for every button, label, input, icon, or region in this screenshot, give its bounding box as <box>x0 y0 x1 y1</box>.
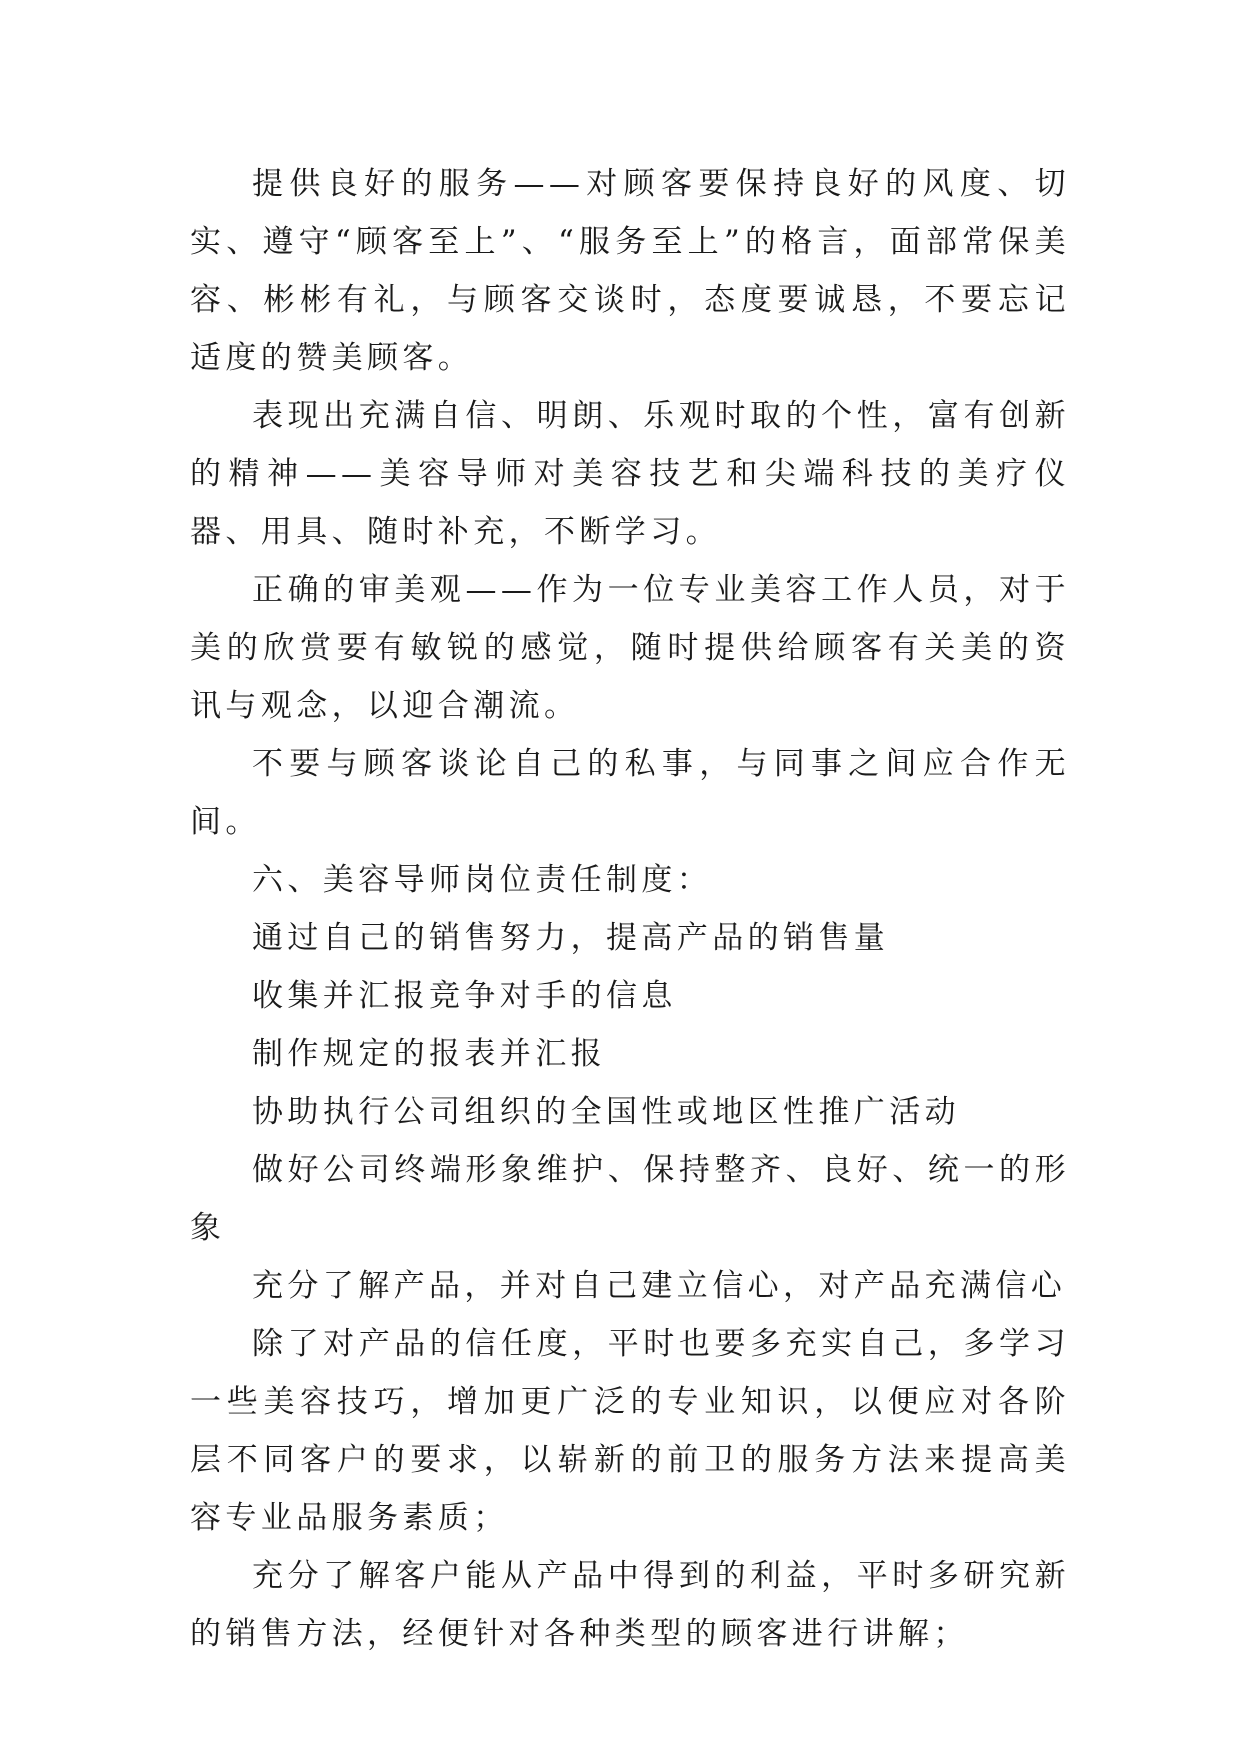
paragraph-aesthetics: 正确的审美观——作为一位专业美容工作人员，对于美的欣赏要有敏锐的感觉，随时提供给顾客有关美的资讯与观念，以迎合潮流。 <box>190 572 1070 724</box>
document-body <box>190 155 1070 1663</box>
paragraph-service: 提供良好的服务——对顾客要保持良好的风度、切实、遵守“顾客至上”、“服务至上”的格言，面部常保美容、彬彬有礼，与顾客交谈时，态度要诚恳，不要忘记适度的赞美顾客。 <box>190 166 1070 376</box>
paragraph-customer-benefit: 充分了解客户能从产品中得到的利益，平时多研究新的销售方法，经便针对各种类型的顾客进行讲解； <box>190 1558 1070 1652</box>
duty-item: 制作规定的报表并汇报 <box>252 1036 606 1072</box>
duty-item: 充分了解产品，并对自己建立信心，对产品充满信心 <box>252 1268 1067 1304</box>
paragraph-privacy: 不要与顾客谈论自己的私事，与同事之间应合作无间。 <box>190 746 1070 840</box>
duty-item: 通过自己的销售努力，提高产品的销售量 <box>252 920 890 956</box>
paragraph-confidence: 表现出充满自信、明朗、乐观时取的个性，富有创新的精神——美容导师对美容技艺和尖端科技的美疗仪器、用具、随时补充，不断学习。 <box>190 398 1070 550</box>
section-heading: 六、美容导师岗位责任制度： <box>252 862 713 898</box>
paragraph-self-improvement: 除了对产品的信任度，平时也要多充实自己，多学习一些美容技巧，增加更广泛的专业知识，以便应对各阶层不同客户的要求，以崭新的前卫的服务方法来提高美容专业品服务素质； <box>190 1326 1070 1536</box>
duty-item: 做好公司终端形象维护、保持整齐、良好、统一的形象 <box>190 1152 1070 1246</box>
duty-item: 收集并汇报竞争对手的信息 <box>252 978 677 1014</box>
duty-item: 协助执行公司组织的全国性或地区性推广活动 <box>252 1094 960 1130</box>
